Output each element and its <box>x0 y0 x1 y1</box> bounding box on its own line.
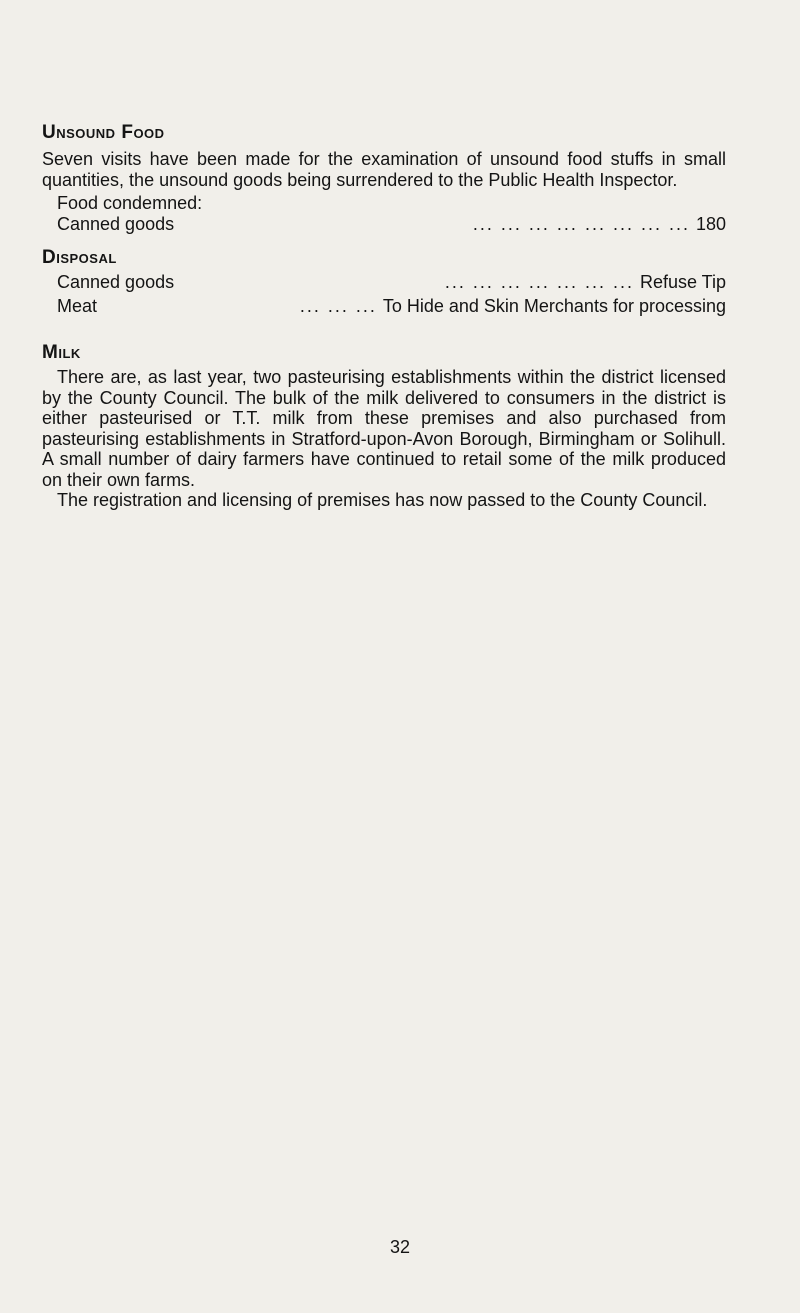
section-heading-disposal: Disposal <box>42 247 117 268</box>
leader-dots: ... ... ... <box>299 296 377 316</box>
page-number: 32 <box>389 1237 411 1257</box>
unsound-food-paragraph: Seven visits have been made for the examination of unsound food stuffs in small quantities, the unsound goods being surrendered to the Public Health Inspector. <box>42 149 726 190</box>
disposal-row <box>42 272 726 293</box>
food-condemned-label <box>42 193 726 214</box>
disposal-row <box>42 296 726 317</box>
section-milk <box>42 341 726 511</box>
condemned-item-label: Canned goods <box>57 214 175 234</box>
milk-paragraph: There are, as last year, two pasteurising establishments within the district licensed by the County Council. The bulk of the milk delivered to consumers in the district is either pasteurised or T.T. milk from these premises and also purchased from pasteurising establishments in Stratford-upon-Avon Borough, Birmingham or Solihull. A small number of dairy farmers have continued to retail some of the milk produced on their own farms. <box>42 367 726 490</box>
section-unsound-food <box>42 121 726 235</box>
leader-dots: ... ... ... ... ... ... ... ... <box>472 214 690 234</box>
condemned-item-row <box>42 214 726 235</box>
disposal-item-value: To Hide and Skin Merchants for processing <box>382 296 726 316</box>
leader-dots: ... ... ... ... ... ... ... <box>444 272 634 292</box>
disposal-item-label: Canned goods <box>57 272 175 292</box>
disposal-item-value: Refuse Tip <box>639 272 726 292</box>
document-body <box>42 121 726 511</box>
food-condemned-label-text: Food condemned: <box>57 193 203 213</box>
section-heading-milk: Milk <box>42 342 81 363</box>
milk-paragraph: The registration and licensing of premises has now passed to the County Council. <box>57 490 708 510</box>
section-disposal <box>42 246 726 317</box>
condemned-item-value: 180 <box>695 214 726 234</box>
section-heading-unsound-food: Unsound Food <box>42 122 165 143</box>
disposal-item-label: Meat <box>57 296 98 316</box>
